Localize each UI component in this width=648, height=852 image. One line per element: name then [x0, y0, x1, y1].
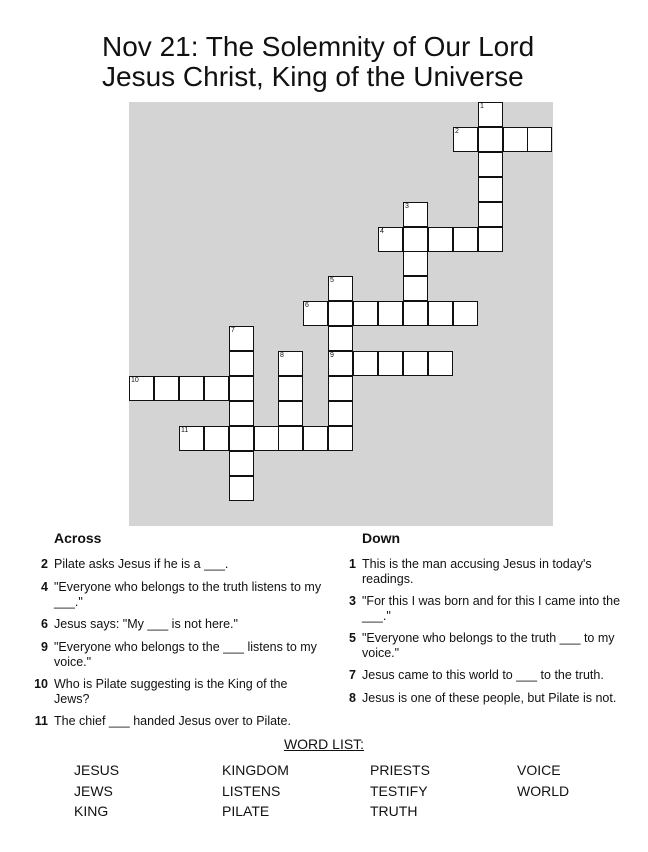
word-list-item: PRIESTS [370, 762, 430, 778]
word-list-item: PILATE [222, 803, 270, 819]
clue-number: 1 [349, 557, 356, 571]
grid-cell[interactable] [328, 326, 353, 351]
grid-cell[interactable] [129, 376, 154, 401]
cell-number: 7 [231, 327, 235, 334]
grid-cell[interactable] [378, 227, 403, 252]
crossword-grid [129, 102, 553, 526]
grid-cell[interactable] [229, 351, 254, 376]
word-list-item: TESTIFY [370, 783, 428, 799]
clue-number: 11 [34, 714, 48, 728]
cell-number: 9 [330, 352, 334, 359]
grid-cell[interactable] [403, 202, 428, 227]
clue-text: "Everyone who belongs to the ___ listens to my voice." [54, 640, 317, 669]
cell-number: 4 [380, 228, 384, 235]
clue-text: The chief ___ handed Jesus over to Pilate. [54, 714, 291, 728]
clue-text: Jesus is one of these people, but Pilate is not. [362, 691, 617, 705]
clue-number: 5 [349, 631, 356, 645]
clue-number: 7 [349, 668, 356, 682]
grid-cell[interactable] [254, 426, 279, 451]
clue-number: 8 [349, 691, 356, 705]
grid-cell[interactable] [204, 426, 229, 451]
grid-cell[interactable] [328, 376, 353, 401]
grid-cell[interactable] [328, 401, 353, 426]
grid-cell[interactable] [278, 401, 303, 426]
across-heading: Across [54, 530, 102, 546]
grid-cell[interactable] [278, 351, 303, 376]
clue-text: "Everyone who belongs to the truth listens to my ___." [54, 580, 322, 609]
grid-cell[interactable] [478, 227, 503, 252]
cell-number: 5 [330, 277, 334, 284]
word-list-item: WORLD [517, 783, 570, 799]
grid-cell[interactable] [403, 251, 428, 276]
cell-number: 8 [280, 352, 284, 359]
grid-cell[interactable] [278, 376, 303, 401]
grid-cell[interactable] [428, 301, 453, 326]
grid-cell[interactable] [403, 351, 428, 376]
grid-cell[interactable] [378, 351, 403, 376]
grid-cell[interactable] [503, 127, 528, 152]
title-line-2: Jesus Christ, King of the Universe [102, 61, 524, 92]
clue-number: 2 [41, 557, 48, 571]
down-heading: Down [362, 530, 401, 546]
clue-text: Who is Pilate suggesting is the King of the Jews? [54, 677, 288, 706]
cell-number: 11 [181, 427, 189, 434]
grid-cell[interactable] [328, 301, 353, 326]
grid-cell[interactable] [328, 276, 353, 301]
cell-number: 6 [305, 302, 309, 309]
clue-number: 10 [34, 677, 48, 691]
grid-cell[interactable] [403, 276, 428, 301]
grid-cell[interactable] [478, 102, 503, 127]
clue-number: 9 [41, 640, 48, 654]
grid-cell[interactable] [229, 476, 254, 501]
grid-cell[interactable] [229, 451, 254, 476]
grid-cell[interactable] [278, 426, 303, 451]
clue-number: 3 [349, 594, 356, 608]
grid-cell[interactable] [428, 227, 453, 252]
grid-cell[interactable] [453, 127, 478, 152]
grid-cell[interactable] [453, 227, 478, 252]
grid-cell[interactable] [478, 127, 503, 152]
clue-text: "For this I was born and for this I came into the ___." [362, 594, 621, 623]
grid-cell[interactable] [453, 301, 478, 326]
grid-cell[interactable] [353, 351, 378, 376]
clue-text: Jesus says: "My ___ is not here." [54, 617, 238, 631]
cell-number: 2 [455, 128, 459, 135]
puzzle-title [102, 32, 622, 92]
cell-number: 1 [480, 103, 484, 110]
clue-text: "Everyone who belongs to the truth ___ to my voice." [362, 631, 615, 660]
grid-cell[interactable] [328, 426, 353, 451]
word-list-item: KINGDOM [222, 762, 289, 778]
word-list-item: VOICE [517, 762, 561, 778]
word-list-title: WORD LIST: [283, 736, 365, 752]
grid-cell[interactable] [478, 177, 503, 202]
grid-cell[interactable] [204, 376, 229, 401]
word-list-item: TRUTH [370, 803, 418, 819]
grid-cell[interactable] [378, 301, 403, 326]
grid-cell[interactable] [154, 376, 179, 401]
clue-text: Jesus came to this world to ___ to the truth. [362, 668, 604, 682]
grid-cell[interactable] [229, 376, 254, 401]
grid-cell[interactable] [229, 426, 254, 451]
clue-text: Pilate asks Jesus if he is a ___. [54, 557, 229, 571]
grid-cell[interactable] [328, 351, 353, 376]
grid-cell[interactable] [527, 127, 552, 152]
word-list-item: LISTENS [222, 783, 281, 799]
cell-number: 10 [131, 377, 139, 384]
grid-cell[interactable] [229, 326, 254, 351]
grid-cell[interactable] [403, 301, 428, 326]
grid-cell[interactable] [353, 301, 378, 326]
grid-cell[interactable] [179, 426, 204, 451]
grid-cell[interactable] [229, 401, 254, 426]
grid-cell[interactable] [478, 152, 503, 177]
grid-cell[interactable] [303, 301, 328, 326]
title-line-1: Nov 21: The Solemnity of Our Lord [102, 31, 535, 62]
grid-cell[interactable] [478, 202, 503, 227]
clue-number: 6 [41, 617, 48, 631]
cell-number: 3 [405, 203, 409, 210]
grid-cell[interactable] [403, 227, 428, 252]
word-list-item: JESUS [74, 762, 120, 778]
clue-number: 4 [41, 580, 48, 594]
word-list-item: JEWS [74, 783, 113, 799]
clue-text: This is the man accusing Jesus in today's readings. [362, 557, 592, 586]
grid-cell[interactable] [179, 376, 204, 401]
grid-cell[interactable] [428, 351, 453, 376]
word-list-item: KING [74, 803, 109, 819]
grid-cell[interactable] [303, 426, 328, 451]
